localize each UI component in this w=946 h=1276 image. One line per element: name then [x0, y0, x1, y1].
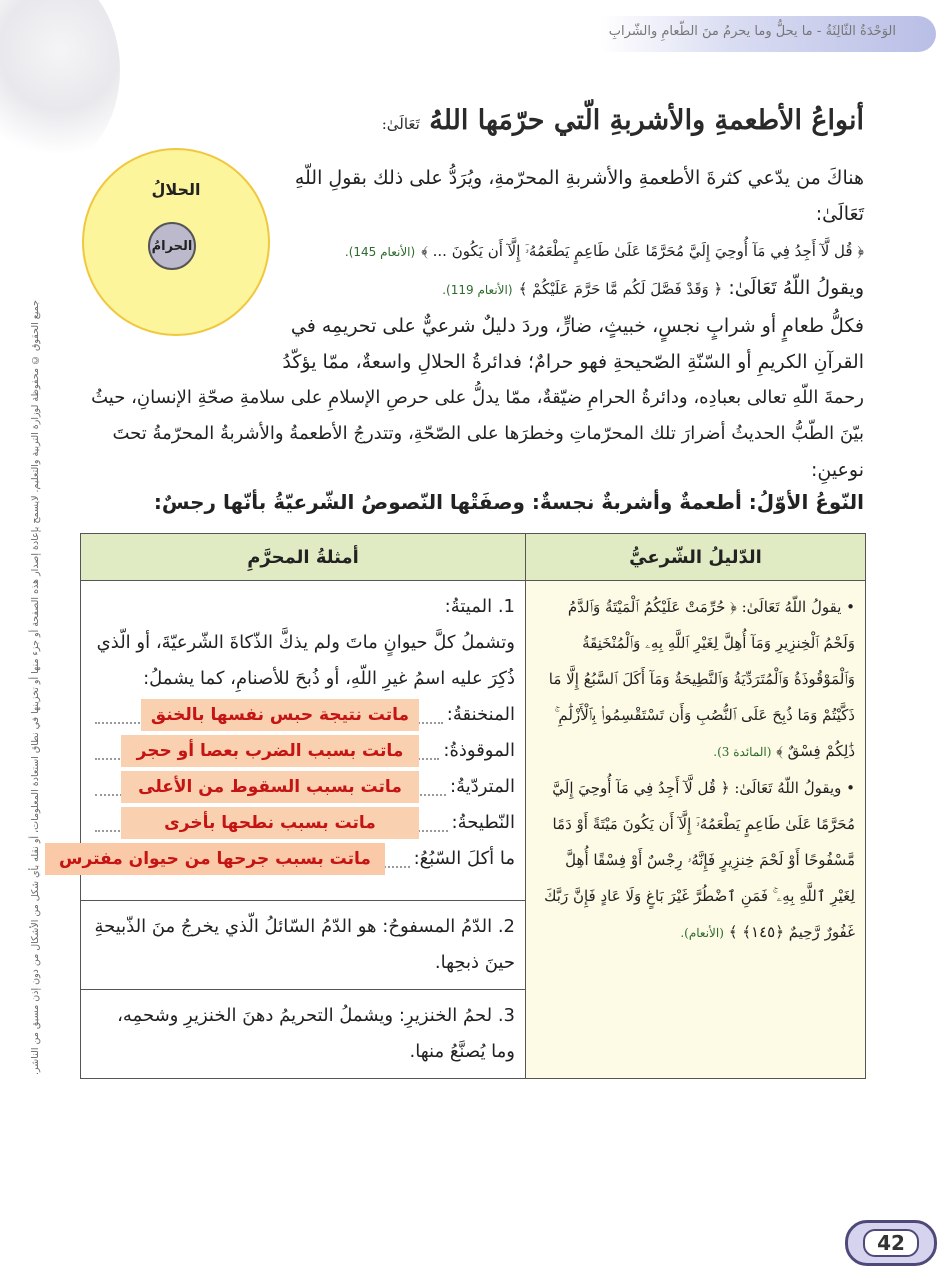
- evidence-intro: يقولُ اللّهُ تَعَالَىٰ:: [741, 598, 842, 616]
- decorative-corner-ornament: [0, 0, 120, 170]
- verse-line: [274, 270, 864, 308]
- haram-label: الحرامُ: [151, 238, 193, 254]
- intro-line: القرآنِ الكريمِ أو السّنّةِ الصّحيحةِ فهو حرامٌ؛ فدائرةُ الحلالِ واسعةٌ، ممّا يؤكّدُ: [282, 351, 864, 373]
- item-desc: وتشملُ كلَّ حيوانٍ ماتَ ولم يذكَّ الذّكاةَ الشّرعيّةَ، أو الّذي ذُكِرَ عليه اسمُ غيرِ اللّهِ، أو ذُبحَ للأصنامِ، كما يشملُ:: [96, 632, 515, 689]
- verse-line: [274, 232, 864, 270]
- verse-ref: (الأنعام 145).: [344, 245, 416, 259]
- subtype-row: [91, 733, 515, 769]
- halal-label: الحلالُ: [151, 180, 201, 199]
- intro-line: بيّنَ الطّبُّ الحديثُ أضرارَ تلك المحرّماتِ وخطرَها على الصّحّةِ، وتتدرجُ الأطعمةُ والأشربةُ المحرّمةُ تحتَ: [112, 423, 864, 444]
- intro-line: هناكَ من يدّعي كثرةَ الأطعمةِ والأشربةِ المحرّمةِ، ويُرَدُّ على ذلك بقولِ اللّهِ تَعَالَىٰ:: [294, 167, 864, 225]
- example-maytah: [59, 581, 526, 901]
- answer-highlight: ماتت بسبب جرحها من حيوان مفترس: [45, 843, 385, 875]
- answer-highlight: ماتت بسبب نطحها بأخرى: [121, 807, 419, 839]
- title-text: أنواعُ الأطعمةِ والأشربةِ الّتي حرّمَها اللهُ: [429, 105, 864, 136]
- subtype-label: الموقوذةُ:: [443, 740, 515, 761]
- subtype-row: [91, 805, 515, 841]
- unit-header-bar: [600, 16, 936, 52]
- page-number: 42: [863, 1229, 919, 1257]
- forbidden-foods-table: [59, 533, 866, 1079]
- header-evidence: الدّليلُ الشّرعيُّ: [526, 534, 866, 581]
- item-title: 1. الميتةُ:: [444, 596, 515, 617]
- subtype-label: المنخنقةُ:: [446, 704, 515, 725]
- evidence-item: [536, 589, 855, 770]
- verse: ﴿ وَقَدْ فَصَّلَ لَكُم مَّا حَرَّمَ عَلَيْكُمْ ﴾: [518, 280, 723, 298]
- verse: ﴿ حُرِّمَتْ عَلَيْكُمُ ٱلْمَيْتَةُ وَٱلدَّمُ وَلَحْمُ ٱلْخِنزِيرِ وَمَآ أُهِلَّ لِغَيْرِ ٱللَّهِ بِهِۦ وَٱلْمُنْخَنِقَةُ وَٱلْمَوْقُوذَةُ وَٱلْمُتَرَدِّيَةُ وَٱلنَّطِيحَةُ وَمَآ أَكَلَ ٱلسَّبُعُ إِلَّا مَا ذَكَّيْتُمْ وَمَا ذُبِحَ عَلَى ٱلنُّصُبِ وَأَن تَسْتَقْسِمُوا۟ بِٱلْأَزْلَٰمِ ۚ ذَٰلِكُمْ فِسْقٌ ﴾: [548, 598, 855, 760]
- verse-ref: (المائدة 3).: [713, 745, 772, 759]
- verse-ref: (الأنعام).: [680, 926, 724, 940]
- subtype-label: النّطيحةُ:: [451, 812, 515, 833]
- subtype-row: [91, 697, 515, 733]
- title-suffix: تَعَالَىٰ:: [381, 115, 420, 133]
- copyright-note: جميع الحقوق © محفوظة لوزارة التربية والتعليم. لايسمح بإعادة إصدار هذه الصفحة أو جزء منها أو تخزينها في نطاق استعادة المعلومات، أو نقله بأي شكل من الأشكال من دون إذن مسبق من الناشر.: [30, 300, 41, 1076]
- evidence-intro: ويقولُ اللّهُ تَعَالَىٰ:: [734, 779, 842, 797]
- section-heading: النّوعُ الأوّلُ: أطعمةٌ وأشربةٌ نجسةٌ: وصفَتْها النّصوصُ الشّرعيّةُ بأنّها رجسٌ:: [153, 490, 864, 514]
- intro-line: فكلُّ طعامٍ أو شرابٍ نجسٍ، خبيثٍ، ضارٍّ، وردَ دليلٌ شرعيٌّ على تحريمِه في: [290, 315, 864, 337]
- intro-line: نوعينِ:: [810, 459, 864, 481]
- intro-text: ويقولُ اللّهُ تَعَالَىٰ:: [728, 277, 864, 299]
- evidence-cell: [526, 581, 866, 1079]
- evidence-item: [536, 770, 855, 951]
- example-blood: 2. الدّمُ المسفوحُ: هو الدّمُ السّائلُ الّذي يخرجُ منَ الذّبيحةِ حينَ ذبحِها.: [81, 901, 526, 990]
- subtype-label: المتردّيةُ:: [450, 776, 515, 797]
- answer-highlight: ماتت نتيجة حبس نفسها بالخنق: [141, 699, 419, 731]
- unit-title: الوَحْدَةُ الثّالِثَةُ - ما يحلُّ وما يحرمُ منَ الطّعامِ والشّرابِ: [608, 24, 896, 39]
- page-title: [382, 105, 864, 136]
- intro-paragraph: [84, 160, 864, 488]
- verse: ﴿ قُل لَّآ أَجِدُ فِي مَآ أُوحِيَ إِلَيَّ مُحَرَّمًا عَلَىٰ طَاعِمٍ يَطْعَمُهُۥٓ إِلَّآ أَن يَكُونَ مَيْتَةً أَوْ دَمًا مَّسْفُوحًا أَوْ لَحْمَ خِنزِيرٍ فَإِنَّهُۥ رِجْسٌ أَوْ فِسْقًا أُهِلَّ لِغَيْرِ ٱللَّهِ بِهِۦ ۚ فَمَنِ ٱضْطُرَّ غَيْرَ بَاغٍ وَلَا عَادٍ فَإِنَّ رَبَّكَ غَفُورٌ رَّحِيمٌ ﴿١٤٥﴾ ﴾: [544, 779, 855, 941]
- subtype-row: [59, 841, 515, 877]
- example-pork: 3. لحمُ الخنزيرِ: ويشملُ التحريمُ دهنَ الخنزيرِ وشحمِه، وما يُصنَّعُ منها.: [81, 990, 526, 1079]
- answer-highlight: ماتت بسبب السقوط من الأعلى: [121, 771, 419, 803]
- page-number-badge: [845, 1220, 937, 1266]
- intro-line: رحمةَ اللّهِ تعالى بعبادِه، ودائرةُ الحرامِ ضيّقةٌ، ممّا يدلُّ على حرصِ الإسلامِ على سلامةِ صحّةِ الإنسانِ، حيثُ: [91, 387, 864, 408]
- answer-highlight: ماتت بسبب الضرب بعصا أو حجر: [121, 735, 419, 767]
- subtype-row: [91, 769, 515, 805]
- verse: ﴿ قُل لَّآ أَجِدُ فِي مَآ أُوحِيَ إِلَيَّ مُحَرَّمًا عَلَىٰ طَاعِمٍ يَطْعَمُهُۥٓ إِلَّآ أَن يَكُونَ ... ﴾: [421, 242, 864, 260]
- header-examples: أمثلةُ المحرَّمِ: [81, 534, 526, 581]
- verse-ref: (الأنعام 119).: [442, 283, 513, 297]
- subtype-label: ما أكلَ السّبُعُ:: [413, 848, 515, 869]
